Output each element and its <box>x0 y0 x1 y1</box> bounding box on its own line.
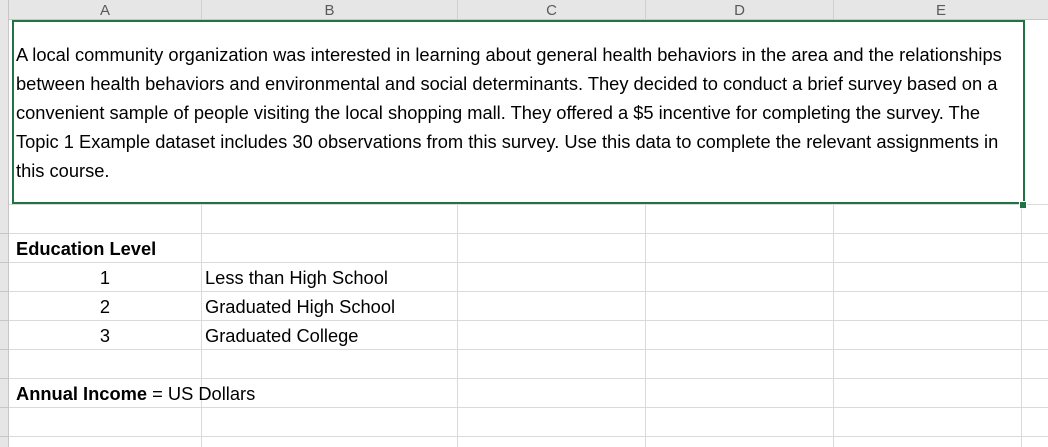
education-heading[interactable]: Education Level <box>16 238 157 259</box>
annual-income-label: Annual Income <box>16 383 148 404</box>
gridline <box>9 233 1048 234</box>
education-label-1[interactable]: Less than High School <box>205 267 388 288</box>
annual-income-cell[interactable] <box>16 379 255 408</box>
row-header-divider <box>0 262 8 263</box>
row-header-bar <box>0 0 9 447</box>
gridline <box>9 436 1048 437</box>
row-header-divider <box>0 378 8 379</box>
education-code-3[interactable]: 3 <box>99 325 111 346</box>
column-header-d[interactable]: D <box>646 0 834 19</box>
column-header-b[interactable]: B <box>202 0 458 19</box>
row-header-divider <box>0 291 8 292</box>
row-header-divider <box>0 349 8 350</box>
gridline <box>9 204 1048 205</box>
education-label-3[interactable]: Graduated College <box>205 325 359 346</box>
education-label-2[interactable]: Graduated High School <box>205 296 396 317</box>
annual-income-unit: = US Dollars <box>147 383 256 404</box>
column-header-a[interactable]: A <box>9 0 202 19</box>
fill-handle[interactable] <box>1019 201 1027 209</box>
column-header-e[interactable]: E <box>935 2 946 19</box>
row-header-divider <box>0 407 8 408</box>
education-code-1[interactable]: 1 <box>99 267 111 288</box>
column-header-c[interactable]: C <box>458 0 646 19</box>
row-header-divider <box>0 233 8 234</box>
description-text: A local community organization was interested in learning about general health behaviors in the area and the relationships between health behaviors and environmental and social determinants. They decided to conduct a brief survey based on a convenient sample of people visiting the local shopping mall. They offered a $5 incentive for completing the survey. The Topic 1 Example dataset includes 30 observations from this survey. Use this data to complete the relevant assignments in this course. <box>16 44 1002 181</box>
row-header-divider <box>0 320 8 321</box>
education-code-2[interactable]: 2 <box>99 296 111 317</box>
row-header-divider <box>0 436 8 437</box>
